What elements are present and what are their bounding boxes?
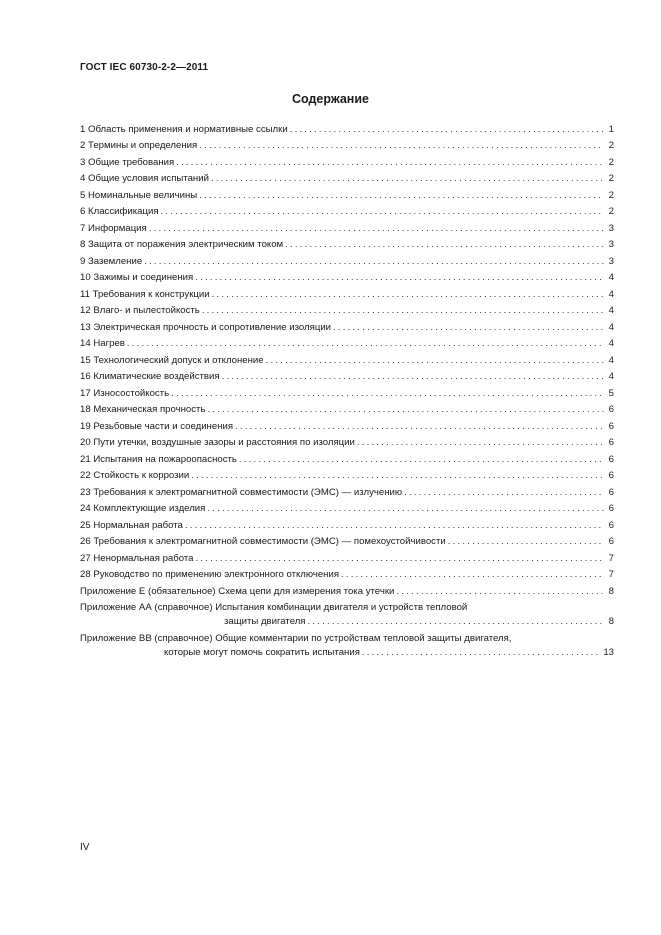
toc-leader-dots [212,289,604,301]
toc-entry-text: 11 Требования к конструкции [80,288,210,300]
toc-leader-dots [362,647,601,659]
toc-entry[interactable] [80,218,614,235]
toc-entry[interactable] [80,251,614,268]
toc-leader-dots [357,437,604,449]
toc-page-number: 6 [608,453,614,465]
toc-entry-text: 13 Электрическая прочность и сопротивление изоляции [80,321,332,333]
toc-leader-dots [149,223,604,235]
toc-leader-dots [207,503,604,515]
toc-entry-text: 12 Влаго- и пылестойкость [80,305,200,316]
table-of-contents [80,119,614,659]
toc-page-number: 7 [608,552,614,564]
page-title: Содержание [291,92,369,106]
toc-page-number: 6 [608,503,614,514]
toc-leader-dots [404,487,604,499]
toc-page-number: 2 [608,189,614,201]
toc-entry-text: 17 Износостойкость [80,387,170,399]
toc-page-number: 2 [608,140,614,151]
toc-leader-dots [144,256,604,268]
toc-entry[interactable] [80,416,614,433]
toc-entry[interactable] [80,400,614,417]
toc-entry-text: 7 Информация [80,222,147,234]
toc-entry-text: 3 Общие требования [80,156,175,168]
toc-entry[interactable] [80,565,614,582]
toc-page-number: 3 [608,239,614,250]
toc-leader-dots [171,388,604,400]
toc-entry[interactable] [80,185,614,202]
toc-page-number: 4 [608,338,614,349]
toc-leader-dots [222,371,604,383]
toc-leader-dots [266,355,604,367]
toc-page-number: 4 [608,321,614,333]
toc-page-number: 4 [608,305,614,316]
toc-page-number: 4 [608,288,614,300]
toc-page-number: 7 [608,569,614,580]
toc-entry-text: 21 Испытания на пожароопасность [80,453,237,465]
toc-entry[interactable] [80,581,614,598]
toc-entry[interactable] [80,548,614,565]
toc-page-number: 8 [608,585,614,597]
toc-leader-dots [341,569,604,581]
toc-entry-text: 4 Общие условия испытаний [80,173,209,184]
toc-entry-text: 18 Механическая прочность [80,404,206,415]
toc-page-number: 6 [608,437,614,448]
toc-entry-text: 23 Требования к электромагнитной совместимости (ЭМС) — излучению [80,486,403,498]
toc-leader-dots [396,586,604,598]
toc-entry-text: 25 Нормальная работа [80,519,183,531]
toc-page-number: 3 [608,222,614,234]
toc-page-number: 1 [608,123,614,135]
toc-entry-text: Приложение ВВ (справочное) Общие комментарии по устройствам тепловой защиты двигателя, [80,632,512,644]
toc-entry-annex-aa-line1[interactable] [80,598,614,615]
toc-entry-text: 2 Термины и определения [80,140,198,151]
toc-entry[interactable] [80,334,614,351]
toc-page-number: 6 [608,470,614,481]
toc-leader-dots [235,421,604,433]
toc-page-number: 4 [608,272,614,283]
toc-entry-annex-aa-line2[interactable] [80,614,614,628]
toc-leader-dots [199,140,604,152]
toc-leader-dots [185,520,604,532]
toc-entry[interactable] [80,268,614,285]
toc-leader-dots [195,272,604,284]
toc-entry-text: 27 Ненормальная работа [80,552,194,564]
toc-entry-annex-bb-line2[interactable] [80,645,614,659]
toc-page-number: 2 [608,156,614,168]
toc-entry-text: 16 Климатические воздействия [80,371,220,382]
toc-entry-text: 22 Стойкость к коррозии [80,470,190,481]
toc-entry[interactable] [80,202,614,219]
toc-entry-text: 24 Комплектующие изделия [80,503,206,514]
toc-entry[interactable] [80,350,614,367]
toc-leader-dots [239,454,604,466]
toc-leader-dots [191,470,604,482]
toc-entry[interactable] [80,301,614,318]
toc-page-number: 3 [608,255,614,267]
toc-entry[interactable] [80,433,614,450]
toc-entry[interactable] [80,235,614,252]
toc-entry-text: 5 Номинальные величины [80,189,198,201]
toc-leader-dots [176,157,604,169]
toc-leader-dots [127,338,604,350]
toc-entry-annex-bb-line1[interactable] [80,628,614,645]
toc-entry-text: 9 Заземление [80,255,143,267]
toc-entry-text: Приложение АА (справочное) Испытания комбинации двигателя и устройств тепловой [80,602,468,613]
toc-entry-text: 26 Требования к электромагнитной совместимости (ЭМС) — помехоустойчивости [80,536,446,547]
toc-entry-text: которые могут помочь сократить испытания [164,646,360,658]
toc-entry[interactable] [80,499,614,516]
toc-page-number: 6 [608,420,614,432]
document-header: ГОСТ IEC 60730-2-2—2011 [80,62,209,73]
toc-entry-text: 20 Пути утечки, воздушные зазоры и расстояния по изоляции [80,437,355,448]
toc-entry-text: 6 Классификация [80,206,159,217]
page-number-footer: IV [80,842,90,853]
toc-leader-dots [211,173,604,185]
toc-entry[interactable] [80,152,614,169]
toc-entry-text: 14 Нагрев [80,338,125,349]
toc-leader-dots [333,322,604,334]
toc-entry-text: защиты двигателя [224,616,306,627]
toc-entry[interactable] [80,449,614,466]
toc-entry-text: 10 Зажимы и соединения [80,272,194,283]
toc-entry[interactable] [80,532,614,549]
toc-page-number: 5 [608,387,614,399]
toc-leader-dots [202,305,604,317]
toc-entry[interactable] [80,169,614,186]
toc-entry[interactable] [80,136,614,153]
toc-leader-dots [308,616,604,628]
toc-entry[interactable] [80,284,614,301]
toc-page-number: 6 [608,519,614,531]
toc-leader-dots [448,536,604,548]
toc-entry-text: 8 Защита от поражения электрическим током [80,239,284,250]
toc-leader-dots [161,206,604,218]
toc-page-number: 4 [608,354,614,366]
toc-page-number: 4 [608,371,614,382]
toc-simple-entries [80,119,614,598]
toc-entry-text: 19 Резьбовые части и соединения [80,420,234,432]
toc-entry[interactable] [80,515,614,532]
toc-entry[interactable] [80,482,614,499]
toc-entry-text: 1 Область применения и нормативные ссылки [80,123,288,135]
toc-entry-text: 28 Руководство по применению электронного отключения [80,569,340,580]
toc-leader-dots [285,239,604,251]
toc-page-number: 2 [608,173,614,184]
toc-page-number: 13 [603,646,614,658]
toc-entry-text: 15 Технологический допуск и отклонение [80,354,264,366]
toc-entry[interactable] [80,367,614,384]
toc-leader-dots [199,190,604,202]
toc-entry[interactable] [80,317,614,334]
toc-leader-dots [196,553,604,565]
toc-leader-dots [207,404,604,416]
toc-page-number: 6 [608,536,614,547]
toc-entry[interactable] [80,119,614,136]
toc-entry[interactable] [80,466,614,483]
toc-page-number: 8 [608,616,614,627]
toc-entry[interactable] [80,383,614,400]
toc-leader-dots [290,124,604,136]
toc-page-number: 6 [608,404,614,415]
toc-entry-text: Приложение Е (обязательное) Схема цепи для измерения тока утечки [80,585,395,597]
toc-page-number: 2 [608,206,614,217]
toc-page-number: 6 [608,486,614,498]
